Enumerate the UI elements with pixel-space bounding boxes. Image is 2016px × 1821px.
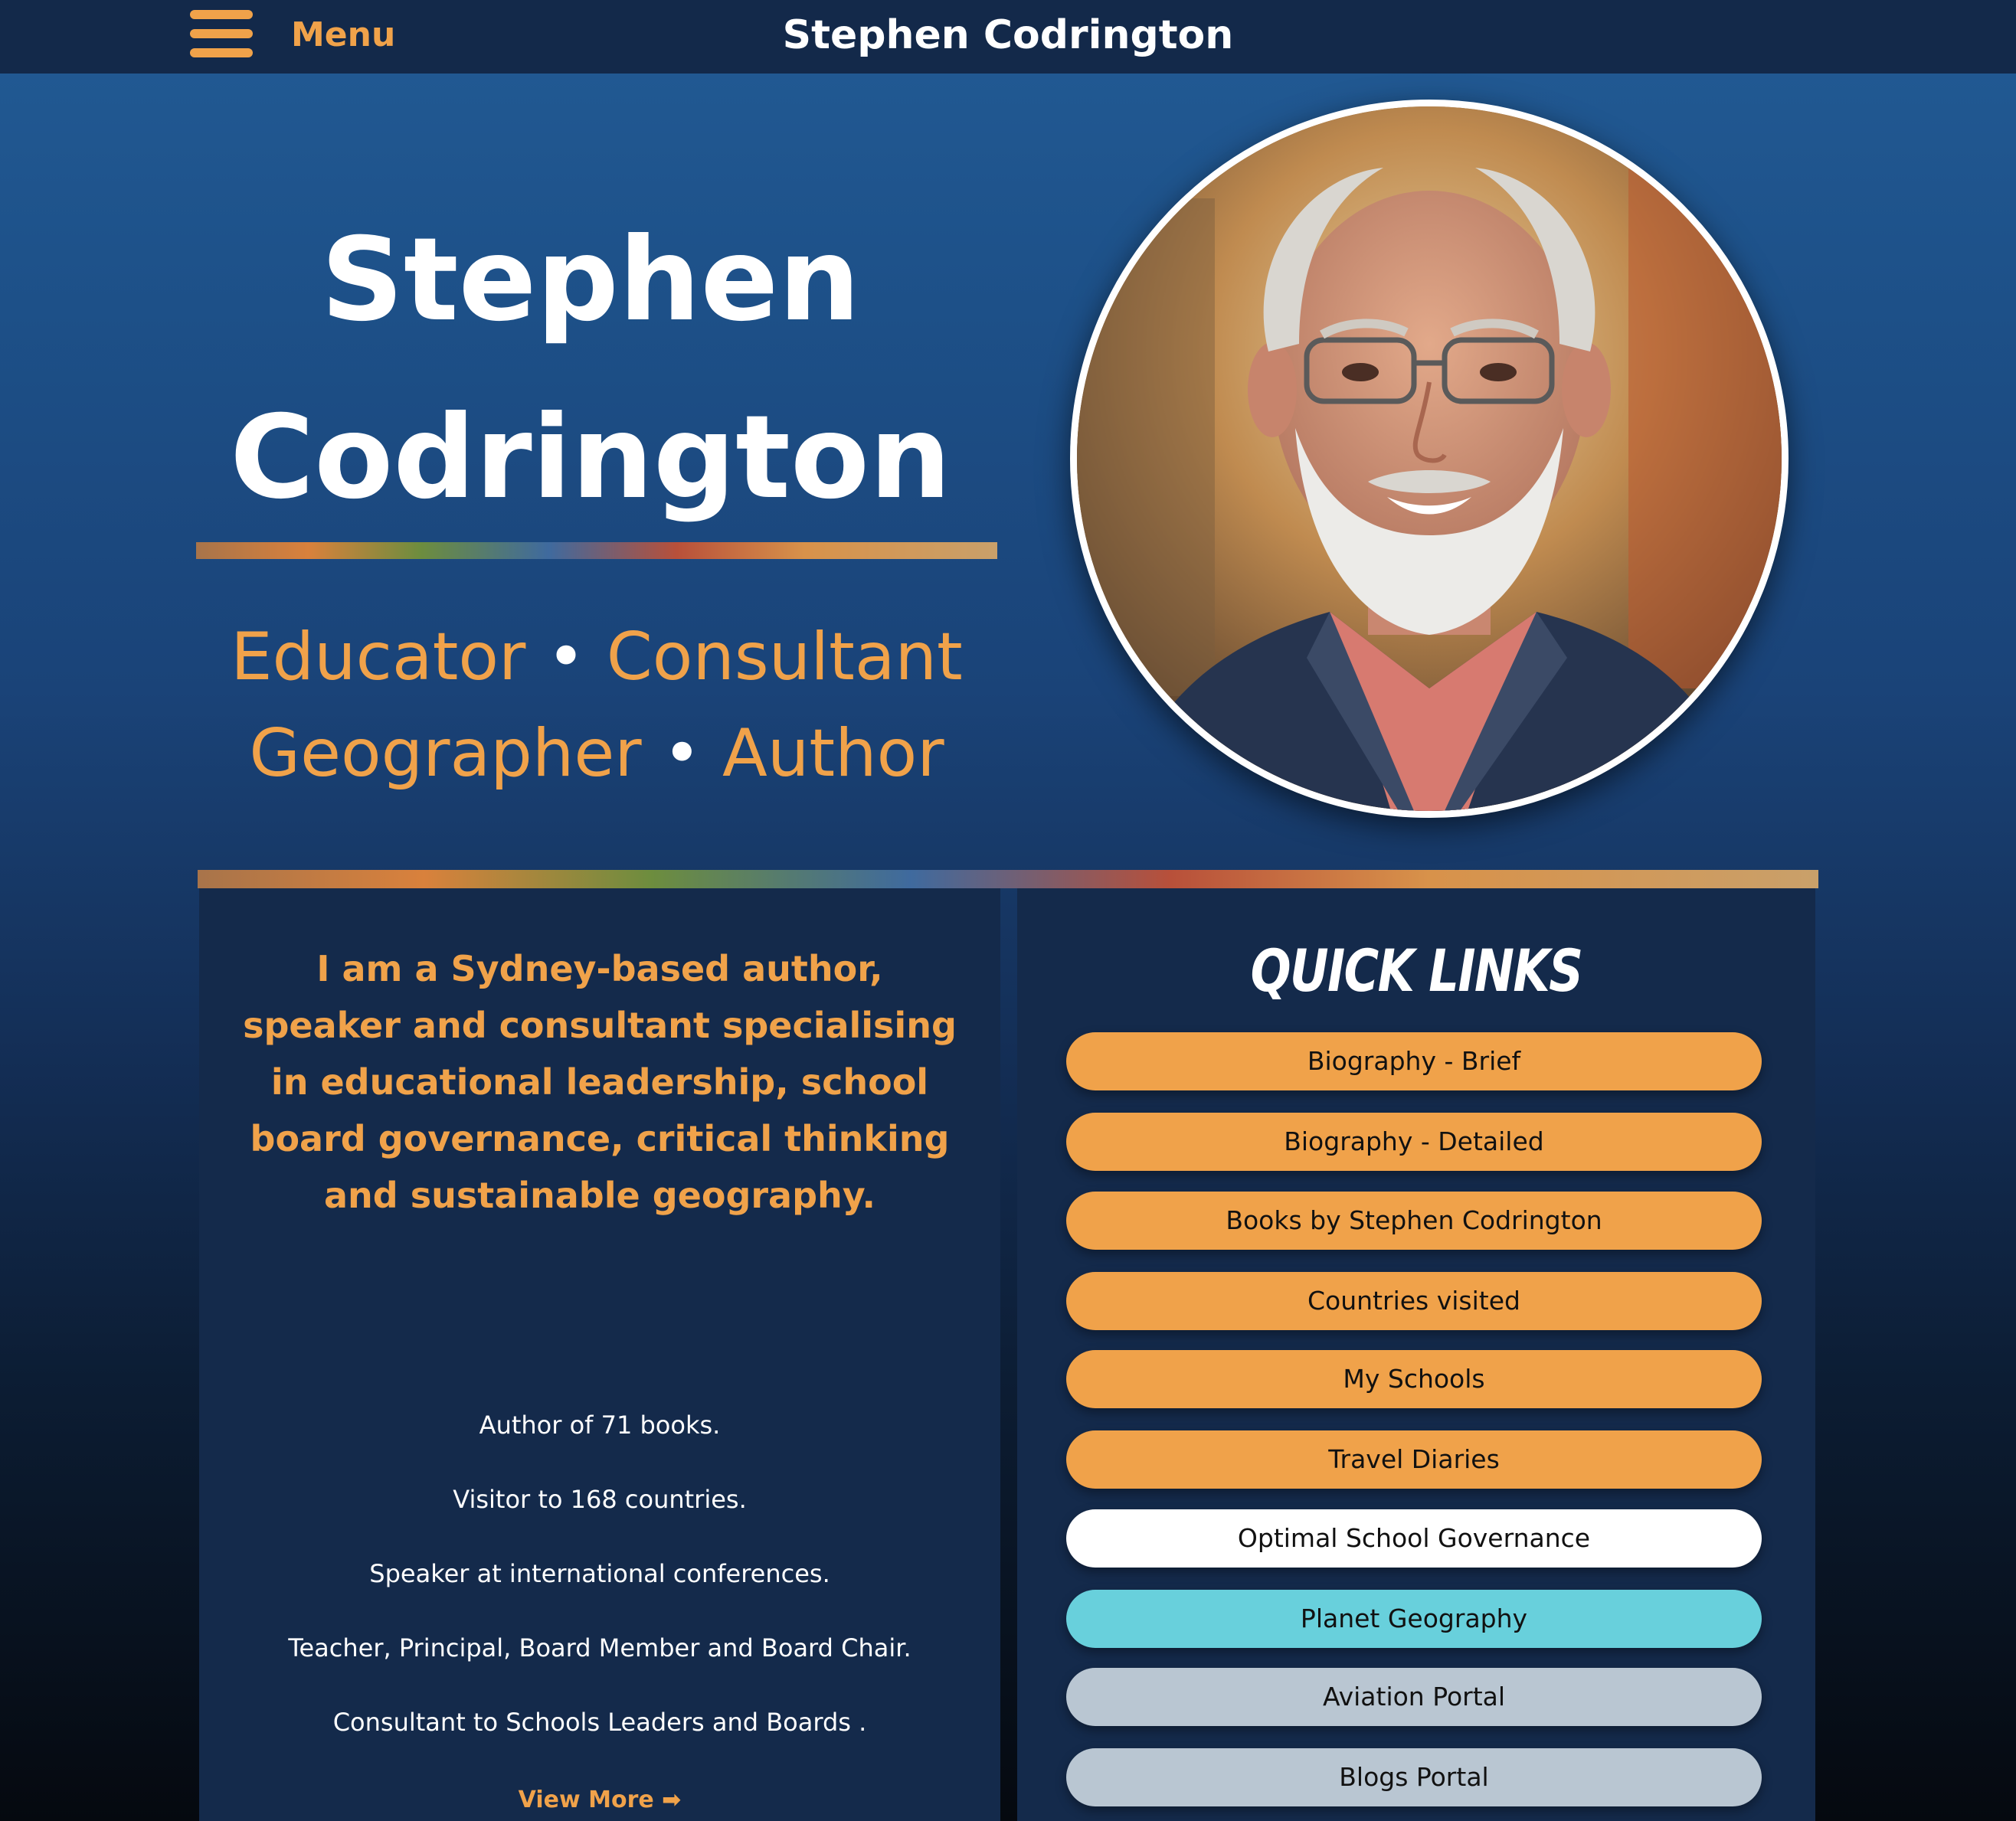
quick-links-title: QUICK LINKS [1250,937,1582,1005]
quick-link-planet-geography[interactable]: Planet Geography [1066,1590,1762,1648]
hero-divider [196,542,997,559]
top-nav-bar [0,0,2016,74]
fact-books: Author of 71 books. [479,1411,721,1440]
fact-countries: Visitor to 168 countries. [453,1485,747,1514]
quick-link-my-schools[interactable]: My Schools [1066,1350,1762,1408]
role-geographer: Geographer [249,715,642,792]
fact-speaker: Speaker at international conferences. [369,1559,830,1588]
panels-divider [198,870,1818,888]
facts-list [199,1406,1000,1777]
fact-roles: Teacher, Principal, Board Member and Board Chair. [288,1633,911,1662]
about-intro: I am a Sydney-based author, speaker and consultant specialising in educational leadership, school board governance, critical thinking and sustainable geography. [243,948,957,1216]
quick-links-panel [1017,888,1815,1821]
hero-name-heading [196,191,985,547]
role-separator: • [546,619,586,695]
quick-link-optimal-school-governance[interactable]: Optimal School Governance [1066,1509,1762,1568]
portrait-photo [1070,100,1789,818]
quick-link-blogs-portal[interactable]: Blogs Portal [1066,1748,1762,1806]
quick-link-biography-detailed[interactable]: Biography - Detailed [1066,1113,1762,1171]
site-title[interactable]: Stephen Codrington [782,12,1234,58]
role-consultant: Consultant [606,619,963,695]
role-educator: Educator [231,619,526,695]
hero-name-first: Stephen [320,214,861,347]
quick-link-aviation-portal[interactable]: Aviation Portal [1066,1668,1762,1726]
view-more-link[interactable]: View More ➡ [518,1787,682,1813]
about-panel [199,888,1000,1821]
quick-link-books[interactable]: Books by Stephen Codrington [1066,1192,1762,1250]
fact-consultant: Consultant to Schools Leaders and Boards . [332,1708,867,1737]
hero-name-last: Codrington [230,391,951,525]
portrait-illustration [1077,106,1782,811]
quick-link-countries-visited[interactable]: Countries visited [1066,1272,1762,1330]
roles-tagline [196,609,997,802]
menu-button[interactable]: Menu [291,15,396,54]
quick-link-biography-brief[interactable]: Biography - Brief [1066,1032,1762,1090]
role-author: Author [722,715,944,792]
role-separator: • [662,715,702,792]
roles-line-2 [196,705,997,802]
quick-link-travel-diaries[interactable]: Travel Diaries [1066,1430,1762,1489]
roles-line-1 [196,609,997,705]
